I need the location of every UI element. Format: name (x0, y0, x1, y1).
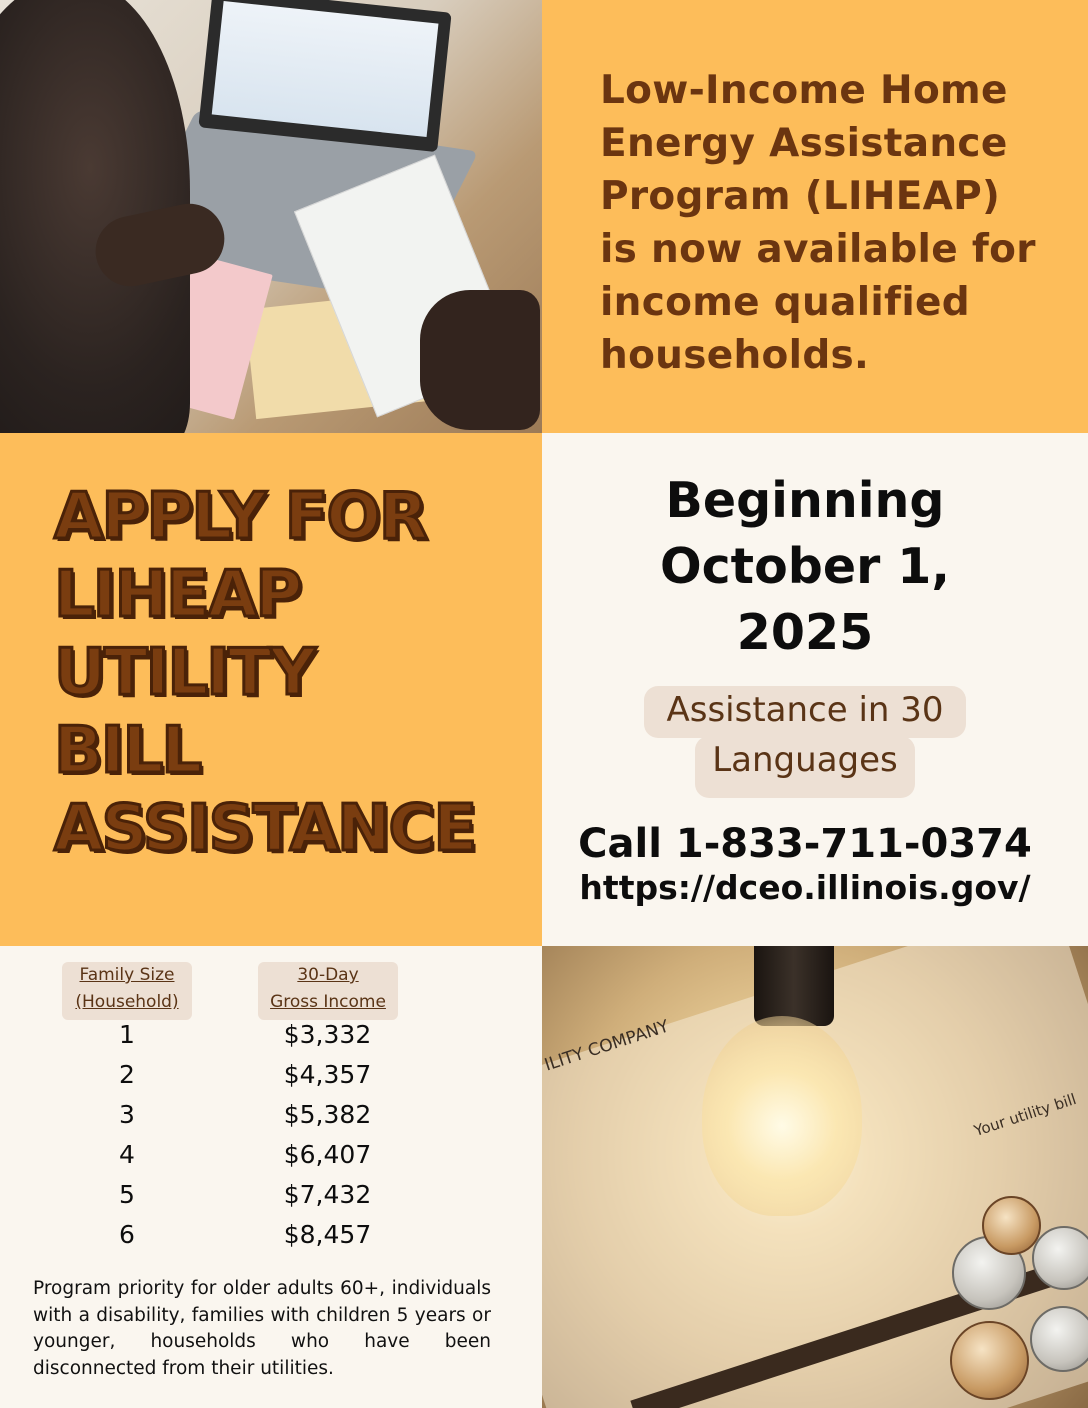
bill-heading: Your utility bill (971, 1090, 1079, 1140)
coin (950, 1321, 1029, 1400)
intro-line: Low-Income Home (600, 68, 1008, 113)
coin (982, 1196, 1041, 1255)
phone-number: Call 1-833-711-0374 (578, 821, 1032, 867)
income-cell: $3,332 (283, 1020, 372, 1049)
intro-line: Program (LIHEAP) (600, 174, 1001, 219)
intro-panel (542, 0, 1088, 433)
family-size-cell: 6 (119, 1220, 135, 1249)
income-cell: $5,382 (283, 1100, 372, 1129)
start-date-line: Beginning (665, 472, 945, 529)
languages-text: Assistance in 30 (666, 690, 944, 730)
intro-heading (600, 64, 1080, 382)
apply-heading-line: BILL (54, 714, 201, 788)
income-cell: $4,357 (283, 1060, 372, 1089)
intro-line: is now available for (600, 227, 1036, 272)
languages-text: Languages (712, 740, 898, 780)
header-text: (Household) (75, 992, 179, 1012)
photo-lightbulb-utility-bill (542, 946, 1088, 1408)
column-header-gross-income (258, 962, 398, 1020)
lightbulb-icon (702, 1016, 862, 1216)
intro-line: income qualified (600, 280, 970, 325)
coin (1032, 1226, 1088, 1290)
languages-badge-line2 (695, 736, 915, 798)
family-size-cell: 1 (119, 1020, 135, 1049)
income-cell: $8,457 (283, 1220, 372, 1249)
coin (1030, 1306, 1088, 1372)
family-size-cell: 3 (119, 1100, 135, 1129)
intro-line: households. (600, 333, 870, 378)
website-url: https://dceo.illinois.gov/ (579, 868, 1031, 907)
priority-note: Program priority for older adults 60+, individuals with a disability, families with children 5 years or younger, households who have been disconnected from their utilities. (33, 1278, 491, 1379)
laptop-screen (198, 0, 451, 152)
apply-heading-line: UTILITY (54, 636, 315, 710)
header-text: Family Size (79, 965, 175, 985)
intro-line: Energy Assistance (600, 121, 1008, 166)
photo-person-reviewing-bills (0, 0, 542, 433)
column-header-family-size (62, 962, 192, 1020)
start-date-line: 2025 (736, 604, 874, 661)
bill-company-name: ILITY COMPANY (542, 1016, 672, 1076)
income-cell: $7,432 (283, 1180, 372, 1209)
apply-panel (0, 433, 542, 946)
apply-heading-line: APPLY FOR (54, 480, 427, 554)
languages-badge (644, 686, 966, 738)
apply-heading-line: LIHEAP (54, 558, 301, 632)
family-size-cell: 4 (119, 1140, 135, 1169)
header-text: 30-Day (297, 965, 359, 985)
bulb-socket (754, 946, 834, 1026)
header-text: Gross Income (270, 992, 386, 1012)
family-size-cell: 2 (119, 1060, 135, 1089)
start-date-line: October 1, (659, 538, 951, 595)
apply-heading-line: ASSISTANCE (54, 792, 476, 866)
right-hand (420, 290, 540, 430)
date-contact-panel (542, 433, 1088, 946)
family-size-cell: 5 (119, 1180, 135, 1209)
income-cell: $6,407 (283, 1140, 372, 1169)
